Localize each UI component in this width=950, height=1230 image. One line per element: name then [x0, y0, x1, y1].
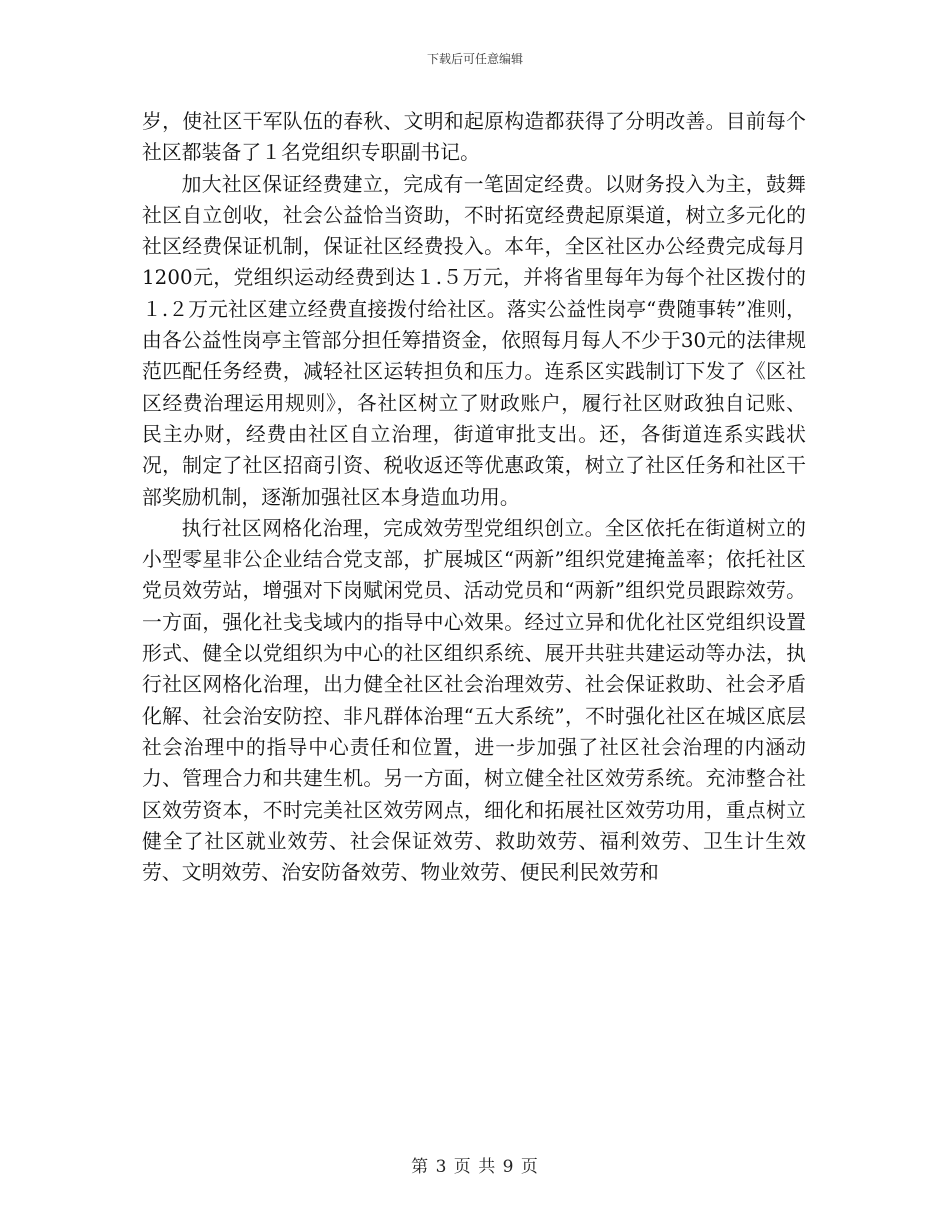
paragraph-grid-management: 执行社区网格化治理，完成效劳型党组织创立。全区依托在街道树立的小型零星非公企业结合党支部，扩展城区“两新”组织党建掩盖率；依托社区党员效劳站，增强对下岗赋闲党员、活动党员和“两新”组织党员跟踪效劳。一方面，强化社戋戋域内的指导中心效果。经过立异和优化社区党组织设置形式、健全以党组织为中心的社区组织系统、展开共驻共建运动等办法，执行社区网格化治理，出力健全社区社会治理效劳、社会保证救助、社会矛盾化解、社会治安防控、非凡群体治理“五大系统”，不时强化社区在城区底层社会治理中的指导中心责任和位置，进一步加强了社区社会治理的内涵动力、管理合力和共建生机。另一方面，树立健全社区效劳系统。充沛整合社区效劳资本，不时完美社区效劳网点，细化和拓展社区效劳功用，重点树立健全了社区就业效劳、社会保证效劳、救助效劳、福利效劳、卫生计生效劳、文明效劳、治安防备效劳、物业效劳、便民利民效劳和 — [142, 516, 806, 885]
page-number: 第 3 页 共 9 页 — [411, 1157, 539, 1177]
document-body — [142, 106, 806, 888]
page-header-note: 下载后可任意编辑 — [426, 52, 523, 66]
paragraph-funding: 加大社区保证经费建立，完成有一笔固定经费。以财务投入为主，鼓舞社区自立创收，社会公益恰当资助，不时拓宽经费起原渠道，树立多元化的社区经费保证机制，保证社区经费投入。本年，全区社区办公经费完成每月1200元，党组织运动经费到达１.５万元，并将省里每年为每个社区拨付的１.２万元社区建立经费直接拨付给社区。落实公益性岗亭“费随事转”准则，由各公益性岗亭主管部分担任筹措资金，依照每月每人不少于30元的法律规范匹配任务经费，减轻社区运转担负和压力。连系区实践制订下发了《区社区经费治理运用规则》，各社区树立了财政账户，履行社区财政独自记账、民主办财，经费由社区自立治理，街道审批支出。还，各街道连系实践状况，制定了社区招商引资、税收返还等优惠政策，树立了社区任务和社区干部奖励机制，逐渐加强社区本身造血功用。 — [142, 172, 806, 509]
paragraph-continuation: 岁，使社区干军队伍的春秋、文明和起原构造都获得了分明改善。目前每个社区都装备了１名党组织专职副书记。 — [142, 110, 806, 165]
